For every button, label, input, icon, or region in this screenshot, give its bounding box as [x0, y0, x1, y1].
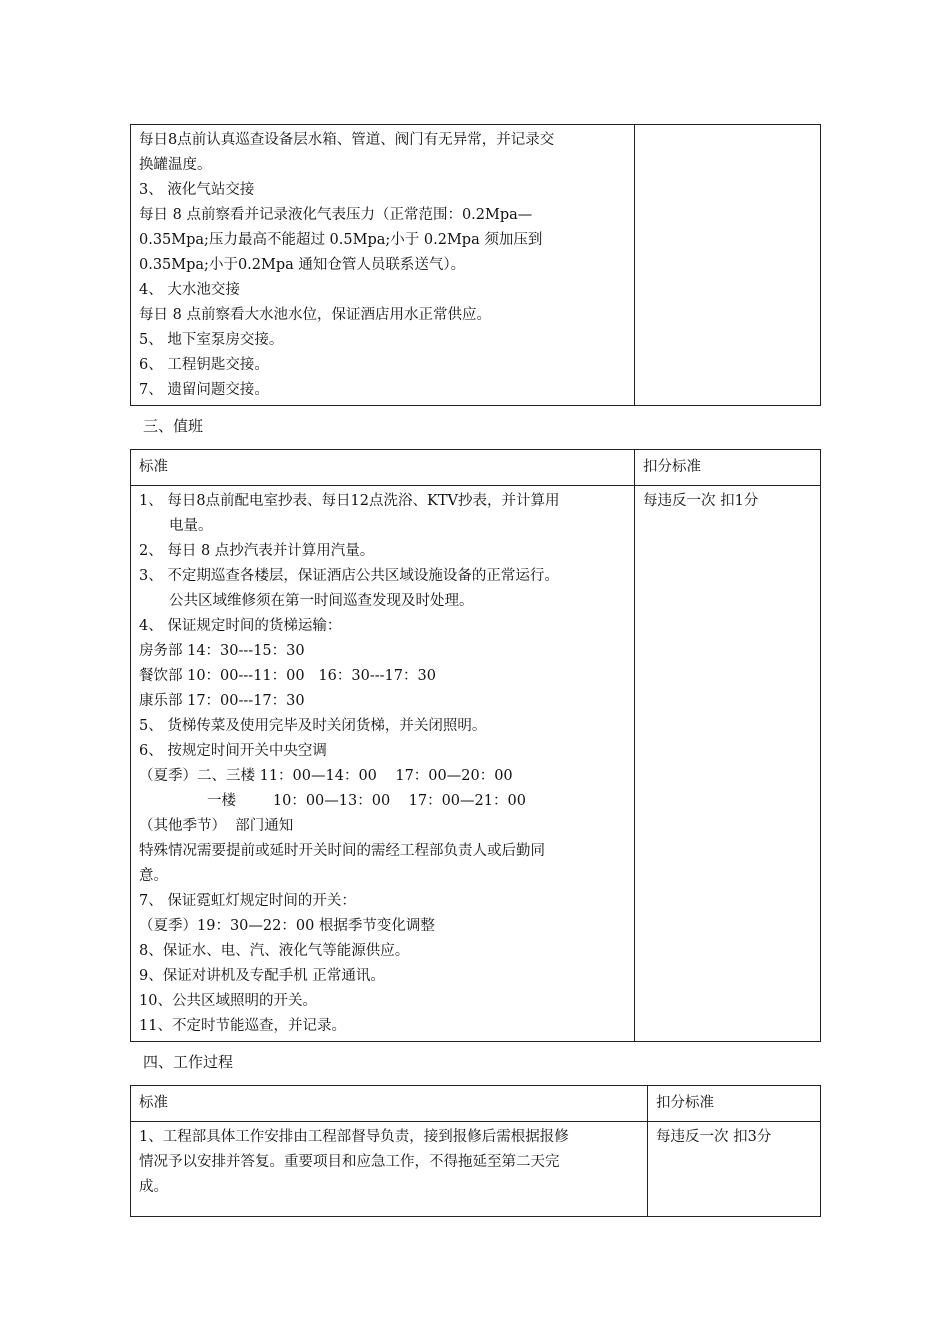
text-line: 1、 每日8点前配电室抄表、每日12点洗浴、KTV抄表，并计算用 [139, 493, 560, 509]
text-line: 0.35Mpa;压力最高不能超过 0.5Mpa;小于 0.2Mpa 须加压到 [139, 232, 543, 248]
standard-cell [131, 1122, 648, 1217]
deduction-text: 每违反一次 扣1分 [643, 493, 759, 509]
header-standard: 标准 [131, 450, 635, 486]
work-process-table [130, 1085, 821, 1217]
section-title: 三、值班 [143, 417, 204, 435]
text-line: 7、 遗留问题交接。 [139, 382, 269, 398]
table-header-row [131, 450, 821, 486]
text-line: 6、 按规定时间开关中央空调 [139, 743, 327, 759]
section-title: 四、工作过程 [143, 1053, 234, 1071]
text-line: 3、 液化气站交接 [139, 182, 255, 198]
deduction-text: 每违反一次 扣3分 [656, 1129, 772, 1145]
text-line: （夏季）二、三楼 11：00—14：00 17：00—20：00 [139, 768, 513, 784]
deduction-cell [635, 486, 821, 1042]
table-row [131, 486, 821, 1042]
text-line: 电量。 [169, 518, 213, 534]
text-line: 0.35Mpa;小于0.2Mpa 通知仓管人员联系送气）。 [139, 257, 466, 273]
text-line: 10、公共区域照明的开关。 [139, 993, 317, 1009]
text-line: 6、 工程钥匙交接。 [139, 357, 269, 373]
text-line: 房务部 14：30---15：30 [139, 643, 305, 659]
text-line: 每日 8 点前察看并记录液化气表压力（正常范围：0.2Mpa— [139, 207, 533, 223]
text-line: 5、 地下室泵房交接。 [139, 332, 284, 348]
duty-table [130, 449, 821, 1042]
text-line: 换罐温度。 [139, 157, 212, 173]
text-line: 每日 8 点前察看大水池水位，保证酒店用水正常供应。 [139, 307, 491, 323]
text-line: 3、 不定期巡查各楼层，保证酒店公共区域设施设备的正常运行。 [139, 568, 559, 584]
text-line: 意。 [139, 868, 168, 884]
text-line: 4、 大水池交接 [139, 282, 240, 298]
text-line: 9、保证对讲机及专配手机 正常通讯。 [139, 968, 385, 984]
text-line: 2、 每日 8 点抄汽表并计算用汽量。 [139, 543, 375, 559]
text-line: 4、 保证规定时间的货梯运输： [139, 618, 342, 634]
header-deduction: 扣分标准 [648, 1086, 821, 1122]
text-line: 特殊情况需要提前或延时开关时间的需经工程部负责人或后勤同 [139, 843, 545, 859]
text-line: 8、保证水、电、汽、液化气等能源供应。 [139, 943, 410, 959]
table-header-row [131, 1086, 821, 1122]
text-line: 1、工程部具体工作安排由工程部督导负责，接到报修后需根据报修 [139, 1129, 569, 1145]
table-row [131, 125, 821, 406]
text-line: 成。 [139, 1179, 168, 1195]
standard-cell [131, 486, 635, 1042]
text-line: 一楼 10：00—13：00 17：00—21：00 [207, 793, 526, 809]
text-line: 餐饮部 10：00---11：00 16：30---17：30 [139, 668, 436, 684]
header-deduction: 扣分标准 [635, 450, 821, 486]
deduction-cell [635, 125, 821, 406]
deduction-cell [648, 1122, 821, 1217]
text-line: 情况予以安排并答复。重要项目和应急工作，不得拖延至第二天完 [139, 1154, 560, 1170]
text-line: 7、 保证霓虹灯规定时间的开关： [139, 893, 356, 909]
text-line: 公共区域维修须在第一时间巡查发现及时处理。 [169, 593, 474, 609]
text-line: 11、不定时节能巡查，并记录。 [139, 1018, 346, 1034]
standard-cell [131, 125, 635, 406]
table-row [131, 1122, 821, 1217]
text-line: 每日8点前认真巡查设备层水箱、管道、阀门有无异常，并记录交 [139, 132, 555, 148]
header-standard: 标准 [131, 1086, 648, 1122]
text-line: 康乐部 17：00---17：30 [139, 693, 305, 709]
text-line: （夏季）19：30—22：00 根据季节变化调整 [139, 918, 435, 934]
handover-table [130, 124, 821, 406]
text-line: 5、 货梯传菜及使用完毕及时关闭货梯，并关闭照明。 [139, 718, 487, 734]
text-line: （其他季节） 部门通知 [139, 818, 294, 834]
